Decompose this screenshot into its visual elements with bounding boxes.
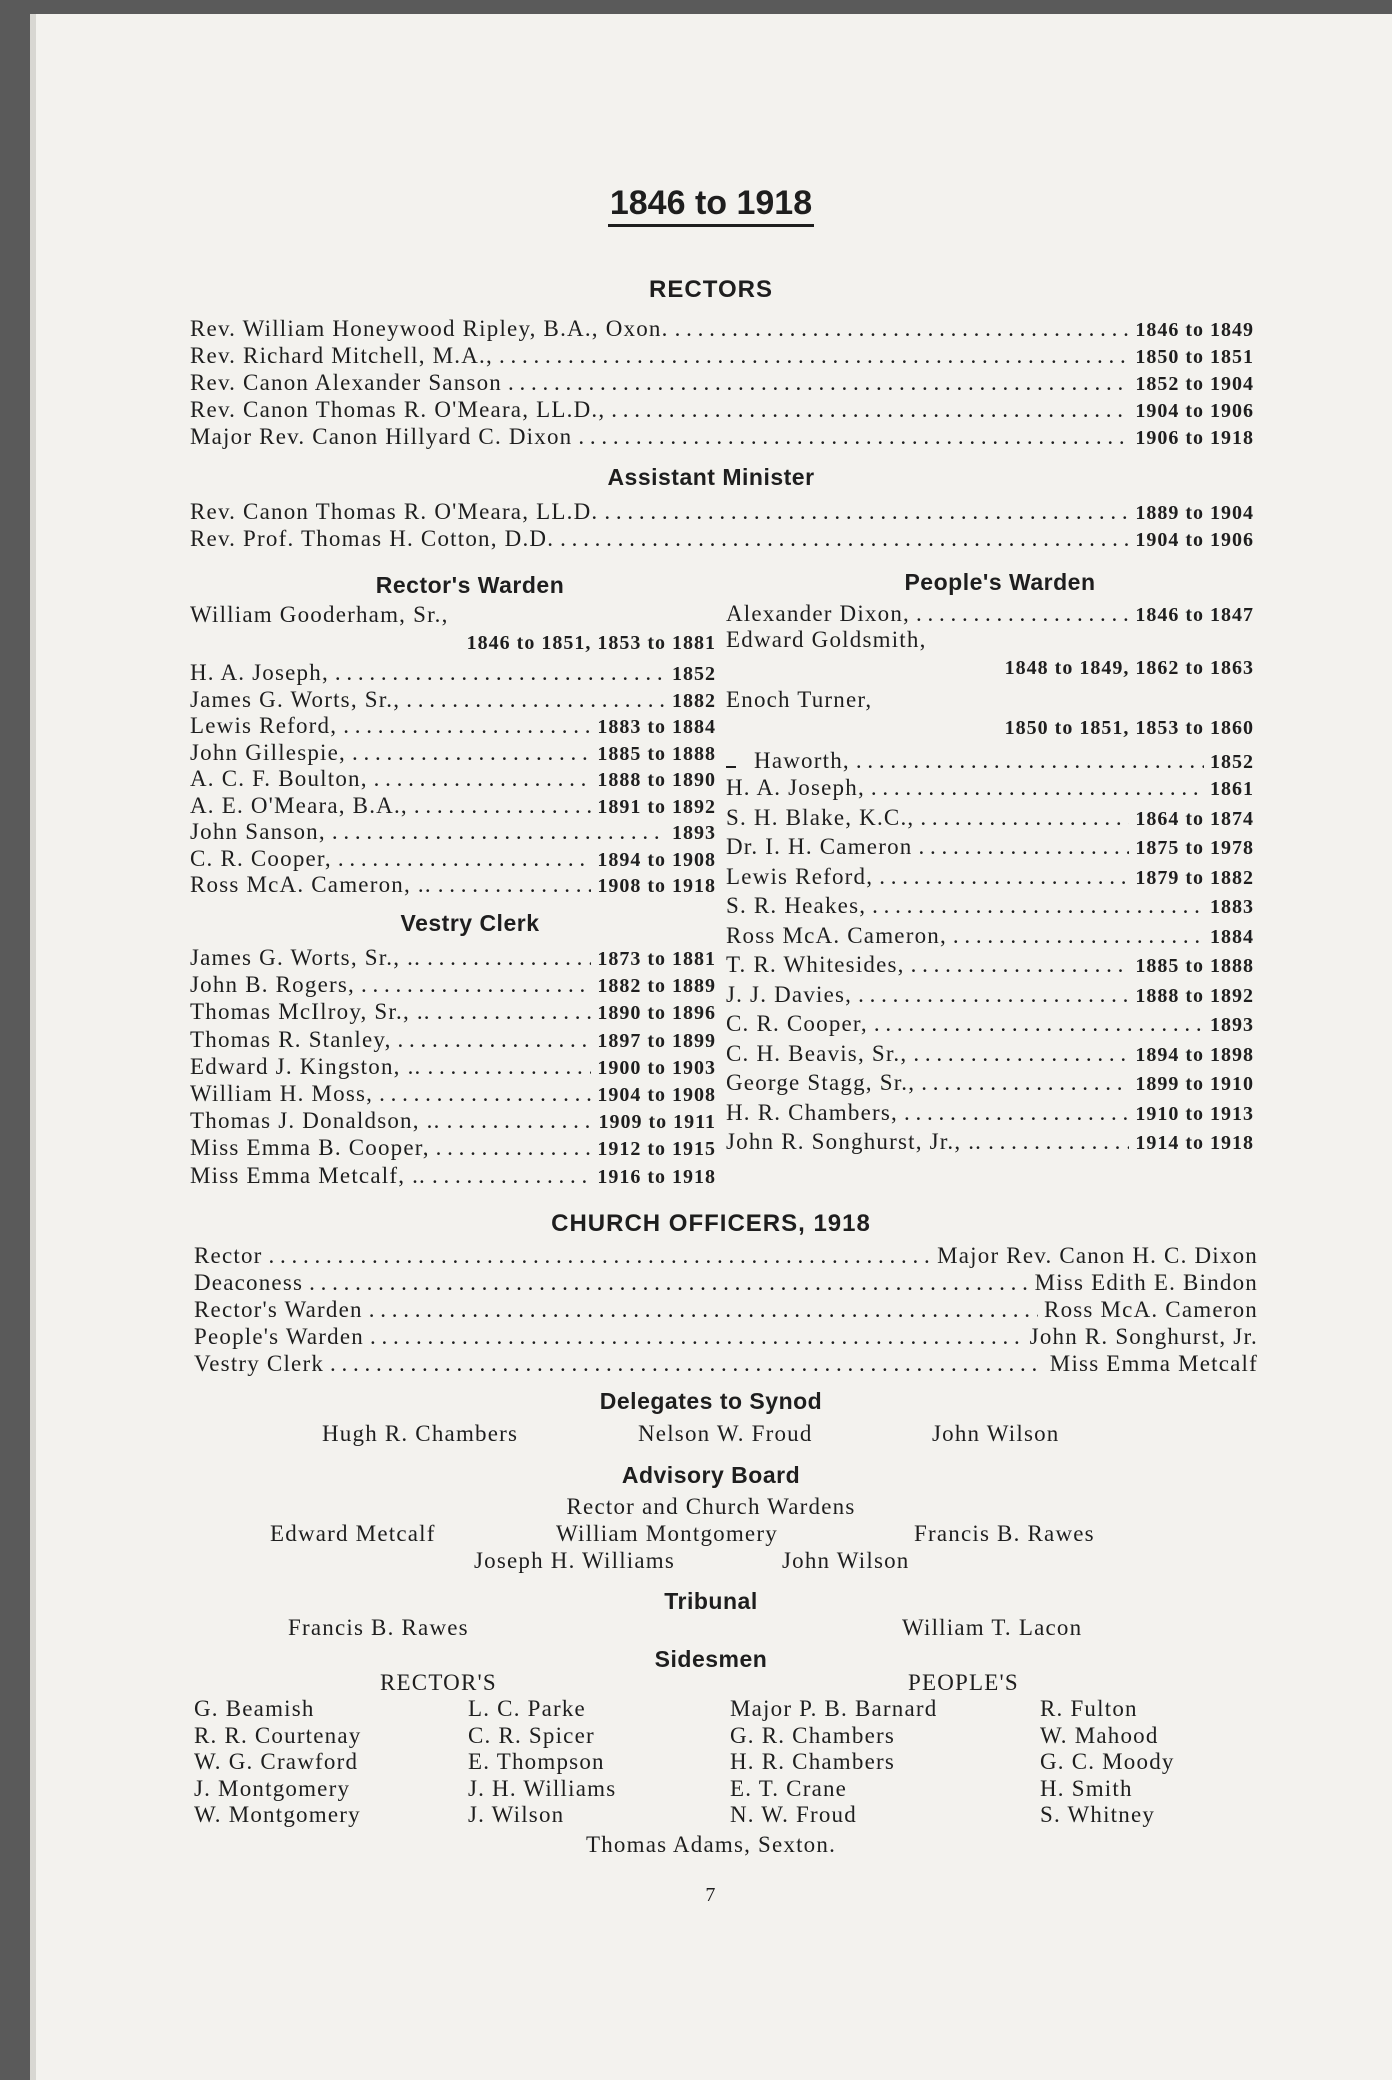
vestry-clerk-row (190, 1107, 716, 1136)
leader-dots (330, 1350, 1044, 1377)
peoples-warden-row-dates: 1875 to 1978 (1135, 837, 1254, 859)
rector-row-name: Rev. William Honeywood Ripley, B.A., Oxon. (190, 316, 669, 341)
leader-dots (560, 525, 1129, 552)
peoples-warden-row-name: C. R. Cooper, (726, 1011, 868, 1036)
assistant-minister-row-name: Rev. Canon Thomas R. O'Meara, LL.D. (190, 499, 599, 524)
vestry-clerk-row-name: Thomas R. Stanley, (190, 1026, 392, 1052)
leader-dots (858, 981, 1129, 1008)
rectors-warden-row-dates: 1852 (672, 663, 716, 685)
rector-row-dates: 1852 to 1904 (1135, 373, 1254, 395)
peoples-warden-row-name: Dr. I. H. Cameron (726, 834, 913, 859)
rectors-warden-row (190, 712, 716, 741)
sidesman-name: Major P. B. Barnard (730, 1696, 938, 1721)
leader-dots (432, 1162, 591, 1189)
assistant-minister-row-dates: 1904 to 1906 (1135, 529, 1254, 551)
peoples-warden-row (726, 863, 1254, 892)
rectors-warden-row-name: C. R. Cooper, (190, 845, 332, 871)
vestry-clerk-row (190, 998, 716, 1027)
leader-dots (309, 1269, 1028, 1296)
rectors-warden-row-dates: 1893 (672, 822, 716, 844)
sidesman-name: L. C. Parke (468, 1696, 586, 1721)
leader-dots (918, 833, 1129, 860)
vestry-clerk-row-name: William H. Moss, (190, 1081, 374, 1106)
leader-dots (611, 396, 1129, 423)
leader-dots (921, 1069, 1129, 1096)
peoples-warden-name: Edward Goldsmith, (726, 627, 927, 652)
peoples-warden-row (726, 1040, 1254, 1069)
sidesman-name: W. G. Crawford (194, 1749, 359, 1774)
leader-dots (370, 1323, 1024, 1350)
rectors-warden-row-dates: 1885 to 1888 (597, 742, 716, 765)
leader-dots (427, 1053, 591, 1080)
vestry-clerk-row (190, 944, 716, 973)
leader-dots (427, 944, 591, 971)
page-number: 7 (705, 1884, 717, 1906)
peoples-warden-row-dates: 1884 (1210, 925, 1254, 948)
vestry-clerk-row (190, 1080, 716, 1109)
peoples-warden-row-name: Ross McA. Cameron, (726, 922, 947, 948)
sidesman-name: C. R. Spicer (468, 1722, 595, 1748)
leader-dots (904, 1099, 1129, 1126)
rector-row-dates: 1846 to 1849 (1135, 319, 1254, 341)
leader-dots (335, 659, 666, 686)
rector-row-name: Rev. Richard Mitchell, M.A., (190, 343, 493, 368)
vestry-clerk-row (190, 1134, 716, 1163)
leader-dots (269, 1242, 932, 1269)
leader-dots (338, 845, 592, 872)
leader-dots (343, 712, 591, 739)
rectors-warden-row (190, 792, 716, 821)
peoples-warden-row (726, 892, 1254, 921)
church-officer-row-value: Major Rev. Canon H. C. Dixon (937, 1243, 1258, 1268)
leader-dots (361, 971, 591, 998)
rector-row-dates: 1850 to 1851 (1135, 346, 1254, 368)
vestry-clerk-row-dates: 1882 to 1889 (597, 975, 716, 998)
peoples-warden-row-dates: 1910 to 1913 (1135, 1102, 1254, 1125)
delegate-name: John Wilson (932, 1421, 1060, 1446)
vestry-clerk-row-name: Edward J. Kingston, .. (190, 1053, 422, 1079)
peoples-warden-row (726, 1128, 1254, 1157)
rectors-warden-row (190, 845, 716, 874)
church-officer-row-value: John R. Songhurst, Jr. (1029, 1324, 1258, 1349)
peoples-warden-row-name: Alexander Dixon, (726, 601, 910, 626)
sidesman-name: G. Beamish (194, 1696, 315, 1721)
leader-dots (856, 747, 1204, 774)
peoples-warden-row (726, 600, 1254, 629)
sidesman-name: W. Montgomery (194, 1802, 361, 1827)
sidesmen-heading: Sidesmen (654, 1646, 768, 1672)
vestry-clerk-row-dates: 1890 to 1896 (597, 1002, 716, 1025)
peoples-warden-row-dates: 1846 to 1847 (1135, 604, 1254, 626)
rectors-warden-row-dates: 1882 (672, 689, 716, 712)
rectors-warden-row-dates: 1883 to 1884 (597, 716, 716, 738)
church-officer-row (194, 1269, 1258, 1296)
peoples-warden-row-name: John R. Songhurst, Jr., .. (726, 1129, 983, 1154)
peoples-warden-row-name: H. A. Joseph, (726, 775, 865, 800)
leader-dots (988, 1128, 1129, 1155)
peoples-warden-row-name: T. R. Whitesides, (726, 952, 905, 977)
leader-dots (604, 498, 1129, 525)
page-spine (30, 14, 36, 2080)
peoples-warden-row-dates: 1861 (1210, 778, 1254, 800)
rector-row (190, 423, 1254, 452)
peoples-warden-row-dates: 1852 (1210, 751, 1254, 773)
blank-name-rule (726, 766, 736, 768)
leader-dots (871, 774, 1204, 801)
vestry-clerk-row (190, 1053, 716, 1082)
rectors-warden-row-name: John Sanson, (190, 819, 326, 844)
sidesmen-peoples-label: PEOPLE'S (908, 1670, 1019, 1695)
vestry-clerk-row (190, 971, 716, 1000)
peoples-warden-row (726, 951, 1254, 980)
peoples-warden-row-dates: 1894 to 1898 (1135, 1043, 1254, 1066)
advisory-board-member: Joseph H. Williams (474, 1548, 676, 1573)
leader-dots (675, 315, 1130, 342)
advisory-board-member: Francis B. Rawes (914, 1521, 1095, 1546)
rector-row (190, 369, 1254, 398)
peoples-warden-row (726, 1069, 1254, 1098)
sidesman-name: S. Whitney (1040, 1802, 1156, 1827)
sidesman-name: N. W. Froud (730, 1802, 857, 1827)
sidesman-name: J. H. Williams (468, 1775, 617, 1801)
sidesmen-rectors-label: RECTOR'S (380, 1670, 497, 1695)
peoples-warden-row-dates: 1879 to 1882 (1135, 866, 1254, 889)
vestry-clerk-row-name: Thomas McIlroy, Sr., .. (190, 999, 431, 1025)
vestry-clerk-row-dates: 1900 to 1903 (597, 1056, 716, 1079)
vestry-clerk-row-name: James G. Worts, Sr., .. (190, 945, 422, 970)
rectors-warden-row (190, 765, 716, 794)
leader-dots (872, 892, 1204, 919)
sidesman-name: H. R. Chambers (730, 1749, 896, 1774)
church-officer-row (194, 1242, 1258, 1269)
sidesman-name: R. R. Courtenay (194, 1722, 362, 1748)
peoples-warden-row-dates: 1899 to 1910 (1135, 1073, 1254, 1095)
sidesman-name: G. C. Moody (1040, 1749, 1175, 1774)
assistant-minister-row (190, 498, 1254, 527)
peoples-warden-row-name: H. R. Chambers, (726, 1099, 898, 1125)
peoples-warden-row-name: S. R. Heakes, (726, 893, 867, 918)
sidesman-name: E. T. Crane (730, 1775, 848, 1801)
peoples-warden-row-name: J. J. Davies, (726, 981, 853, 1007)
peoples-warden-row-name: C. H. Beavis, Sr., (726, 1040, 908, 1066)
rectors-warden-first-dates: 1846 to 1851, 1853 to 1881 (466, 632, 716, 654)
assistant-minister-row-dates: 1889 to 1904 (1135, 502, 1254, 524)
rector-row (190, 342, 1254, 371)
leader-dots (369, 1296, 1038, 1323)
advisory-board-member: Edward Metcalf (270, 1521, 436, 1546)
peoples-warden-row-name: S. H. Blake, K.C., (726, 804, 915, 830)
rectors-warden-row-dates: 1888 to 1890 (597, 769, 716, 791)
document-page (30, 14, 1392, 2080)
church-officer-row (194, 1296, 1258, 1323)
peoples-warden-heading: People's Warden (904, 569, 1096, 595)
leader-dots (499, 342, 1129, 369)
rectors-warden-row-name: A. E. O'Meara, B.A., (190, 792, 408, 818)
church-officer-row (194, 1323, 1258, 1350)
peoples-warden-row-name: Lewis Reford, (726, 863, 874, 889)
peoples-warden-row-dates: 1883 (1210, 896, 1254, 918)
rectors-warden-row-name: James G. Worts, Sr., (190, 686, 401, 712)
rector-row (190, 315, 1254, 344)
vestry-clerk-row-dates: 1873 to 1881 (597, 948, 716, 970)
sidesman-name: E. Thompson (468, 1749, 605, 1774)
sidesman-name: J. Wilson (468, 1802, 565, 1827)
assistant-minister-heading: Assistant Minister (607, 464, 815, 490)
leader-dots (398, 1026, 592, 1053)
leader-dots (332, 818, 666, 845)
rectors-heading: RECTORS (649, 276, 773, 303)
peoples-warden-row-name: George Stagg, Sr., (726, 1070, 916, 1095)
rectors-warden-row-name: A. C. F. Boulton, (190, 766, 368, 791)
rectors-warden-row-dates: 1908 to 1918 (597, 875, 716, 897)
church-officer-row-name: Vestry Clerk (194, 1351, 325, 1376)
church-officer-row-name: People's Warden (194, 1324, 364, 1349)
peoples-warden-row (726, 922, 1254, 951)
sidesman-name: W. Mahood (1040, 1722, 1159, 1748)
delegate-name: Nelson W. Froud (638, 1421, 813, 1446)
church-officer-row-value: Ross McA. Cameron (1044, 1297, 1258, 1322)
vestry-clerk-row (190, 1026, 716, 1055)
sidesman-name: H. Smith (1040, 1775, 1133, 1801)
peoples-warden-row-dates: 1864 to 1874 (1135, 807, 1254, 830)
church-officer-row-name: Rector's Warden (194, 1297, 363, 1322)
peoples-warden-name: Enoch Turner, (726, 687, 873, 712)
leader-dots (953, 922, 1204, 949)
peoples-warden-row-dates: 1893 (1210, 1014, 1254, 1036)
peoples-warden-row-name: Haworth, (754, 748, 850, 773)
delegate-name: Hugh R. Chambers (322, 1421, 519, 1446)
sidesman-name: G. R. Chambers (730, 1722, 896, 1748)
leader-dots (911, 951, 1130, 978)
rector-row-name: Rev. Canon Thomas R. O'Meara, LL.D., (190, 397, 606, 422)
peoples-warden-dates: 1848 to 1849, 1862 to 1863 (1004, 657, 1254, 679)
leader-dots (414, 792, 591, 819)
vestry-clerk-row-dates: 1916 to 1918 (597, 1165, 716, 1188)
rectors-warden-row-name: Ross McA. Cameron, .. (190, 872, 432, 897)
leader-dots (374, 765, 592, 792)
page-title: 1846 to 1918 (30, 184, 1392, 223)
delegates-heading: Delegates to Synod (599, 1388, 823, 1414)
leader-dots (406, 686, 666, 713)
leader-dots (447, 1107, 593, 1134)
rectors-warden-row-name: H. A. Joseph, (190, 660, 329, 685)
vestry-clerk-row-name: Thomas J. Donaldson, .. (190, 1108, 441, 1134)
rectors-warden-row (190, 739, 716, 768)
vestry-clerk-heading: Vestry Clerk (400, 910, 540, 936)
rectors-warden-row-dates: 1891 to 1892 (597, 795, 716, 818)
sidesman-name: R. Fulton (1040, 1696, 1138, 1721)
peoples-warden-row (726, 981, 1254, 1010)
church-officer-row (194, 1350, 1258, 1377)
peoples-warden-row (726, 833, 1254, 862)
rector-row (190, 396, 1254, 425)
rector-row-dates: 1906 to 1918 (1135, 427, 1254, 449)
advisory-board-member: John Wilson (782, 1548, 910, 1573)
peoples-warden-row-dates: 1888 to 1892 (1135, 984, 1254, 1007)
sidesman-name: J. Montgomery (194, 1775, 351, 1801)
vestry-clerk-row-dates: 1912 to 1915 (597, 1138, 716, 1161)
church-officers-heading: CHURCH OFFICERS, 1918 (551, 1210, 871, 1237)
tribunal-member: William T. Lacon (902, 1615, 1083, 1640)
rectors-warden-row (190, 818, 716, 847)
peoples-warden-dates: 1850 to 1851, 1853 to 1860 (1004, 717, 1254, 739)
peoples-warden-row-dates: 1885 to 1888 (1135, 955, 1254, 977)
leader-dots (874, 1010, 1204, 1037)
peoples-warden-row (726, 774, 1254, 803)
vestry-clerk-row-name: John B. Rogers, (190, 972, 355, 998)
rectors-warden-row-name: John Gillespie, (190, 739, 346, 765)
rectors-warden-first-name: William Gooderham, Sr., (190, 602, 449, 627)
rectors-warden-heading: Rector's Warden (375, 572, 565, 598)
rectors-warden-row-dates: 1894 to 1908 (597, 848, 716, 871)
leader-dots (438, 871, 592, 898)
advisory-board-line: Rector and Church Wardens (566, 1494, 856, 1519)
peoples-warden-row (726, 804, 1254, 833)
rector-row-dates: 1904 to 1906 (1135, 400, 1254, 422)
vestry-clerk-row (190, 1162, 716, 1191)
leader-dots (916, 600, 1129, 627)
leader-dots (436, 1134, 592, 1161)
vestry-clerk-row-dates: 1897 to 1899 (597, 1029, 716, 1052)
church-officer-row-name: Deaconess (194, 1270, 304, 1295)
sexton-line: Thomas Adams, Sexton. (585, 1832, 837, 1857)
vestry-clerk-row-dates: 1909 to 1911 (598, 1111, 716, 1134)
leader-dots (352, 739, 591, 766)
leader-dots (379, 1080, 591, 1107)
church-officer-row-value: Miss Edith E. Bindon (1034, 1270, 1258, 1295)
leader-dots (913, 1040, 1129, 1067)
rector-row-name: Major Rev. Canon Hillyard C. Dixon (190, 424, 573, 449)
vestry-clerk-row-name: Miss Emma B. Cooper, (190, 1135, 430, 1161)
church-officer-row-value: Miss Emma Metcalf (1049, 1351, 1258, 1376)
rectors-warden-row-name: Lewis Reford, (190, 713, 338, 738)
rectors-warden-row (190, 871, 716, 900)
advisory-board-member: William Montgomery (556, 1521, 778, 1546)
peoples-warden-row (726, 747, 1254, 776)
rectors-warden-row (190, 659, 716, 688)
leader-dots (508, 369, 1129, 396)
leader-dots (437, 998, 592, 1025)
peoples-warden-row (726, 1010, 1254, 1039)
peoples-warden-row (726, 1099, 1254, 1128)
peoples-warden-row-dates: 1914 to 1918 (1135, 1132, 1254, 1154)
vestry-clerk-row-name: Miss Emma Metcalf, .. (190, 1162, 426, 1188)
leader-dots (879, 863, 1129, 890)
tribunal-member: Francis B. Rawes (288, 1615, 469, 1640)
advisory-board-heading: Advisory Board (621, 1462, 801, 1488)
assistant-minister-row-name: Rev. Prof. Thomas H. Cotton, D.D. (190, 526, 555, 551)
church-officer-row-name: Rector (194, 1243, 263, 1268)
vestry-clerk-row-dates: 1904 to 1908 (597, 1084, 716, 1106)
assistant-minister-row (190, 525, 1254, 554)
leader-dots (578, 423, 1129, 450)
leader-dots (920, 804, 1129, 831)
tribunal-heading: Tribunal (664, 1588, 758, 1614)
rector-row-name: Rev. Canon Alexander Sanson (190, 370, 502, 395)
rectors-warden-row (190, 686, 716, 715)
